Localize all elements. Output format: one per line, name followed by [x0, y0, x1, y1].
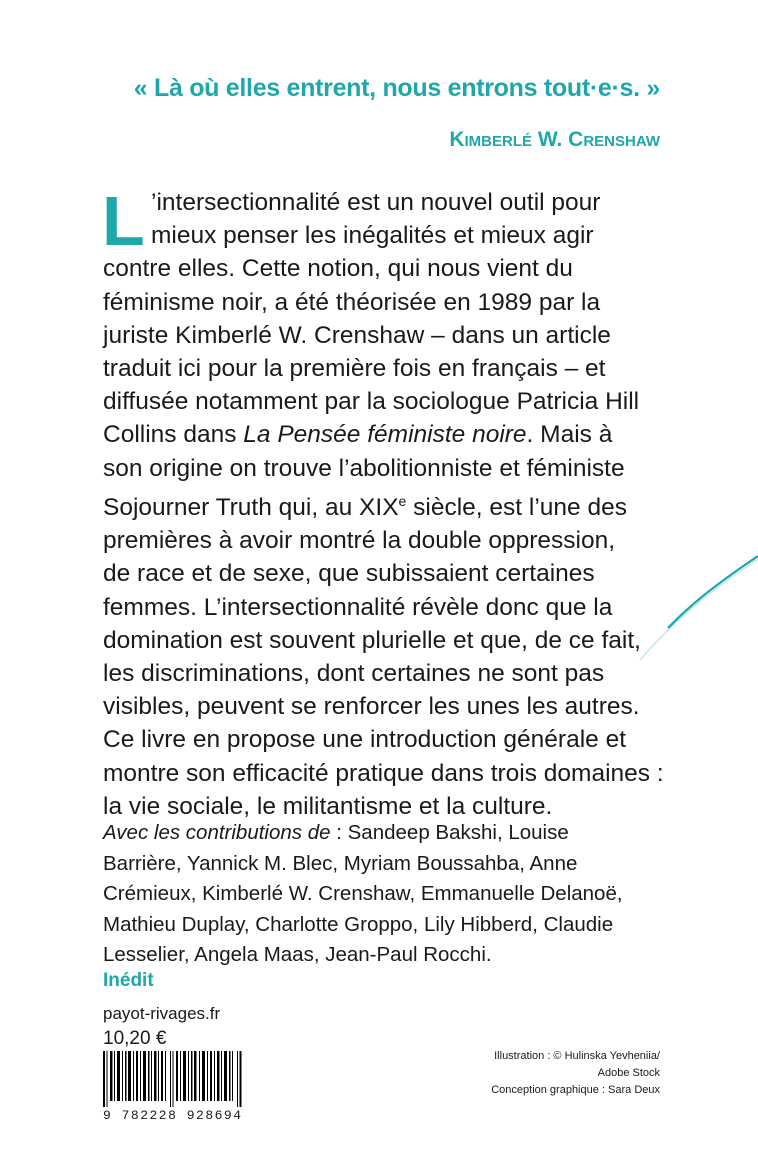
blurb-line	[103, 485, 663, 524]
epigraph-author	[449, 128, 660, 152]
contributors-line: Crémieux, Kimberlé W. Crenshaw, Emmanuelle Delanoë,	[103, 882, 623, 905]
credits-line: Illustration : © Hulinska Yevheniia/	[494, 1050, 660, 1062]
blurb-line: visibles, peuvent se renforcer les unes les autres.	[103, 693, 640, 721]
drop-cap: L	[102, 182, 145, 260]
credits-line: Adobe Stock	[597, 1067, 660, 1079]
blurb-text-segment: Collins dans	[103, 421, 244, 449]
barcode	[103, 1051, 243, 1107]
contributors-line: Barrière, Yannick M. Blec, Myriam Boussahba, Anne	[103, 851, 578, 875]
isbn-number: 9 782228 928694	[103, 1108, 243, 1123]
author-last-initial: C	[568, 128, 584, 151]
blurb-line: son origine on trouve l’abolitionniste et féministe	[103, 454, 625, 482]
blurb-line: mieux penser les inégalités et mieux agir	[151, 222, 594, 250]
blurb-line: les discriminations, dont certaines ne sont pas	[103, 660, 605, 687]
image-credits	[491, 1048, 660, 1099]
blurb-line: juriste Kimberlé W. Crenshaw – dans un article	[103, 321, 611, 349]
contributors-text: : Sandeep Bakshi, Louise	[330, 821, 569, 844]
author-first-rest: IMBERLÉ	[464, 133, 532, 150]
contributors-list	[103, 818, 663, 971]
author-first-initial: K	[449, 128, 465, 151]
blurb-line: ’intersectionnalité est un nouvel outil pour	[151, 189, 601, 216]
blurb-line: femmes. L’intersectionnalité révèle donc que la	[103, 593, 613, 621]
contributors-line	[103, 818, 663, 849]
book-title-italic: La Pensée féministe noire	[243, 421, 527, 449]
blurb-line: féminisme noir, a été théorisée en 1989 par la	[103, 288, 601, 316]
blurb-line: domination est souvent plurielle et que, de ce fait,	[103, 626, 641, 654]
author-last-rest: RENSHAW	[583, 133, 660, 150]
blurb-line: diffusée notamment par la sociologue Patricia Hill	[103, 388, 640, 416]
blurb-line: contre elles. Cette notion, qui nous vient du	[103, 255, 573, 283]
blurb-line: Ce livre en propose une introduction générale et	[103, 726, 627, 754]
inedit-label: Inédit	[103, 970, 154, 991]
blurb-text-segment: siècle, est l’une des	[406, 493, 627, 521]
blurb-line: premières à avoir montré la double oppression,	[103, 527, 616, 555]
contributors-line: Mathieu Duplay, Charlotte Groppo, Lily Hibberd, Claudie	[103, 912, 614, 936]
contributors-line: Lesselier, Angela Maas, Jean-Paul Rocchi.	[103, 943, 492, 966]
blurb-line: traduit ici pour la première fois en français – et	[103, 355, 606, 383]
blurb-text-segment: . Mais à	[526, 421, 613, 449]
superscript: e	[398, 492, 407, 509]
blurb-line: de race et de sexe, que subissaient certaines	[103, 560, 595, 588]
blurb-line	[103, 418, 663, 451]
price-label: 10,20 €	[103, 1028, 167, 1049]
contributors-intro: Avec les contributions de	[103, 821, 331, 844]
epigraph-quote: « Là où elles entrent, nous entrons tout·e·s. »	[133, 74, 660, 102]
blurb-text	[102, 182, 664, 823]
blurb-line: la vie sociale, le militantisme et la culture.	[103, 792, 553, 820]
author-middle: W.	[531, 128, 569, 151]
publisher-website: payot-rivages.fr	[103, 1004, 221, 1023]
credits-line: Conception graphique : Sara Deux	[491, 1084, 660, 1096]
blurb-text-segment: Sojourner Truth qui, au XIX	[103, 493, 399, 521]
blurb-line: montre son efficacité pratique dans trois domaines :	[103, 759, 664, 787]
